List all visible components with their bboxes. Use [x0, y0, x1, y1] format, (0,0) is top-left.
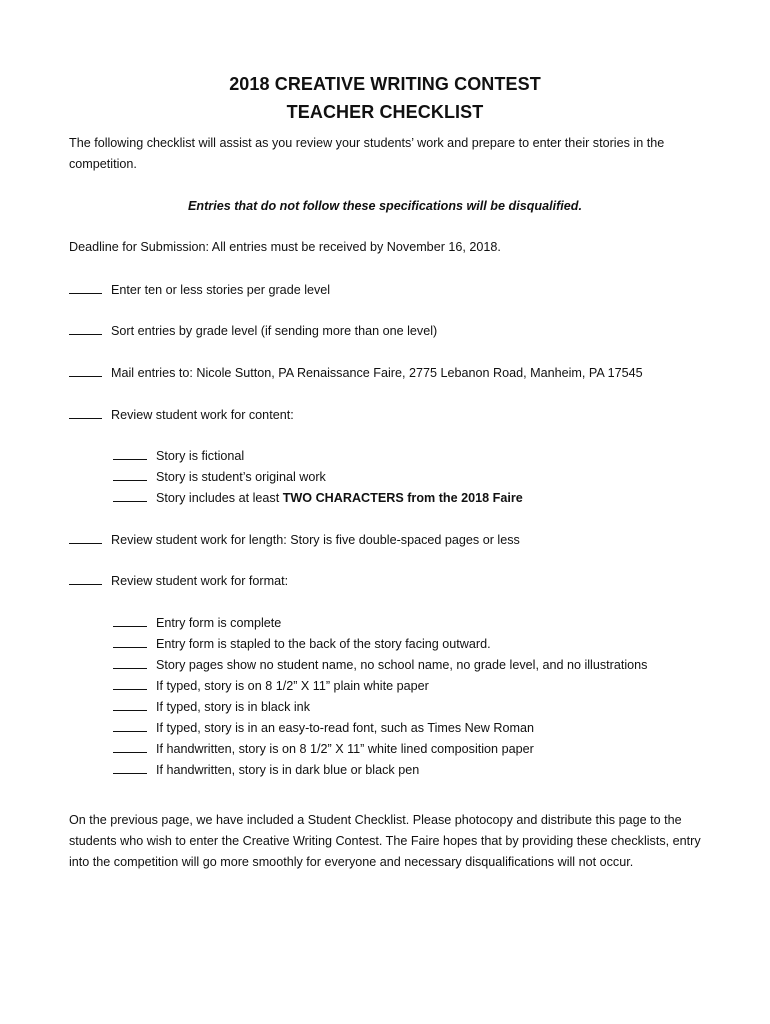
format-item: [113, 612, 281, 634]
checkbox-blank[interactable]: [113, 654, 147, 669]
checklist-item-label: Story is fictional: [156, 449, 245, 463]
format-item: [113, 696, 310, 718]
checklist-item-label: Story is student’s original work: [156, 470, 326, 484]
format-item: [113, 759, 419, 781]
checkbox-blank[interactable]: [113, 612, 147, 627]
checklist-item-mail-entries: [69, 362, 643, 384]
checklist-item-label: If typed, story is in black ink: [156, 700, 310, 714]
checklist-item-label: Review student work for length: Story is five double-spaced pages or less: [111, 533, 520, 547]
format-item: [113, 654, 647, 676]
checklist-item-label: If typed, story is in an easy-to-read font, such as Times New Roman: [156, 721, 534, 735]
checklist-item-review-content: [69, 404, 294, 426]
checklist-item-label: Entry form is complete: [156, 616, 282, 630]
format-item: [113, 633, 491, 655]
checklist-item-label: Review student work for format:: [111, 574, 289, 588]
checkbox-blank[interactable]: [113, 445, 147, 460]
characters-emphasis: TWO CHARACTERS from the 2018 Faire: [282, 491, 523, 505]
checklist-item-review-length: [69, 529, 520, 551]
checklist-item-label: Entry form is stapled to the back of the story facing outward.: [156, 637, 491, 651]
checkbox-blank[interactable]: [113, 675, 147, 690]
content-item-characters: [113, 487, 523, 509]
checklist-item-label: Enter ten or less stories per grade level: [111, 283, 331, 297]
checklist-item-label: Review student work for content:: [111, 408, 294, 422]
format-item: [113, 717, 534, 739]
format-item: [113, 675, 429, 697]
intro-paragraph: The following checklist will assist as you review your students’ work and prepare to enter their stories in the competition.: [69, 136, 665, 171]
checklist-item-label: If handwritten, story is on 8 1/2” X 11” white lined composition paper: [156, 742, 534, 756]
checklist-item-enter-stories: [69, 279, 330, 301]
checkbox-blank[interactable]: [69, 362, 102, 377]
deadline-text: Deadline for Submission: All entries must be received by November 16, 2018.: [69, 240, 501, 254]
checkbox-blank[interactable]: [113, 759, 147, 774]
checklist-item-sort-entries: [69, 320, 437, 342]
checkbox-blank[interactable]: [69, 279, 102, 294]
checkbox-blank[interactable]: [69, 529, 102, 544]
checkbox-blank[interactable]: [113, 633, 147, 648]
content-item-fictional: [113, 445, 244, 467]
checkbox-blank[interactable]: [113, 717, 147, 732]
checklist-item-label: If typed, story is on 8 1/2” X 11” plain white paper: [156, 679, 429, 693]
disqualification-warning: Entries that do not follow these specifications will be disqualified.: [188, 199, 582, 213]
checklist-item-label: If handwritten, story is in dark blue or black pen: [156, 763, 420, 777]
format-item: [113, 738, 534, 760]
checklist-item-label: Sort entries by grade level (if sending more than one level): [111, 324, 438, 338]
checklist-item-label: Story pages show no student name, no school name, no grade level, and no illustrations: [156, 658, 648, 672]
checkbox-blank[interactable]: [113, 466, 147, 481]
checklist-item-label: [156, 488, 523, 509]
content-item-original: [113, 466, 326, 488]
page-title: 2018 CREATIVE WRITING CONTEST: [229, 74, 541, 94]
checkbox-blank[interactable]: [69, 570, 102, 585]
checkbox-blank[interactable]: [113, 487, 147, 502]
checklist-item-label: Mail entries to: Nicole Sutton, PA Renaissance Faire, 2775 Lebanon Road, Manheim, PA 17545: [111, 366, 643, 380]
checkbox-blank[interactable]: [69, 320, 102, 335]
checkbox-blank[interactable]: [113, 696, 147, 711]
closing-paragraph: On the previous page, we have included a Student Checklist. Please photocopy and distribute this page to the students who wish to enter the Creative Writing Contest. The Faire hopes that by providing these checklists, entry into the competition will go more smoothly for everyone and necessary disqualifications will not occur.: [69, 813, 701, 869]
checkbox-blank[interactable]: [69, 404, 102, 419]
checklist-item-review-format: [69, 570, 288, 592]
characters-prefix: Story includes at least: [156, 491, 283, 505]
checkbox-blank[interactable]: [113, 738, 147, 753]
page-subtitle: TEACHER CHECKLIST: [286, 102, 484, 122]
